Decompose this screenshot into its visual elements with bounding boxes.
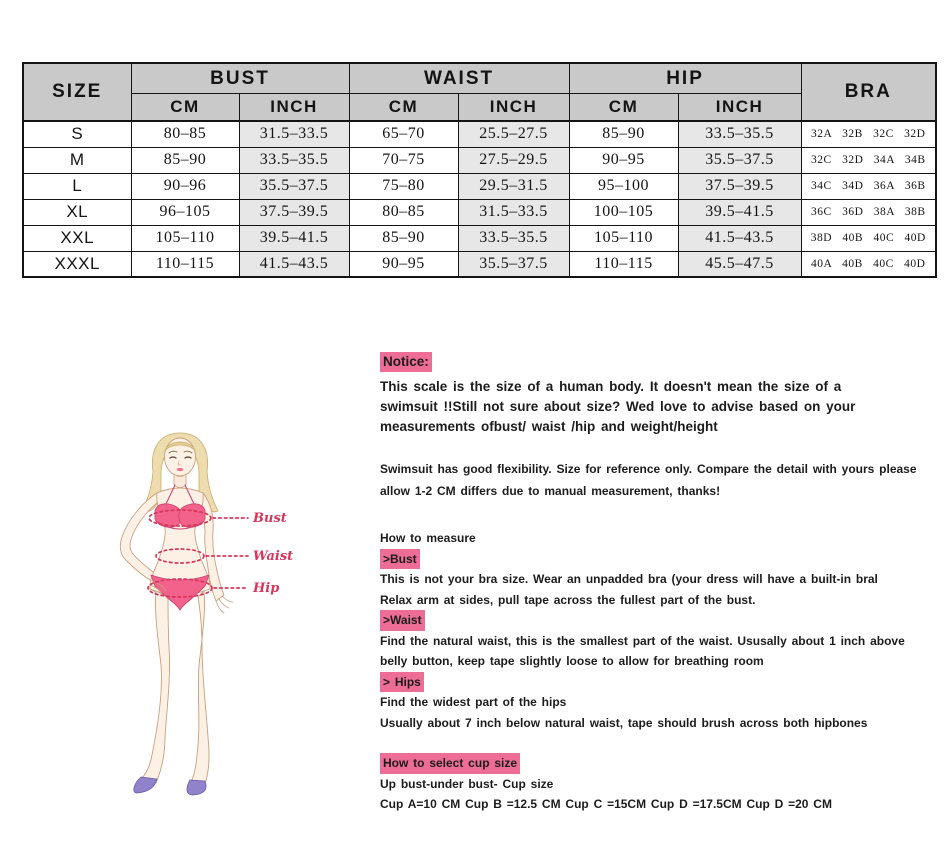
waist-cm-cell: 65–70	[349, 121, 458, 147]
bust-cm-cell: 105–110	[131, 225, 239, 251]
waist-instruction-line: belly button, keep tape slightly loose to allow for breathing room	[380, 654, 764, 668]
bra-cell: 34C 34D 36A 36B	[801, 173, 936, 199]
waist-cm-cell: 85–90	[349, 225, 458, 251]
table-row	[23, 225, 936, 251]
right-leg	[191, 591, 209, 784]
bust-instruction-line: Relax arm at sides, pull tape across the fullest part of the bust.	[380, 592, 756, 607]
bra-cell: 32C 32D 34A 34B	[801, 147, 936, 173]
bust-inch-cell: 39.5–41.5	[239, 225, 349, 251]
bust-cm-cell: 85–90	[131, 147, 239, 173]
waist-cm-cell: 80–85	[349, 199, 458, 225]
flexibility-line: Swimsuit has good flexibility. Size for reference only. Compare the detail with yours please	[380, 462, 917, 476]
hips-instruction-line: Find the widest part of the hips	[380, 695, 567, 709]
header-hip-inch: INCH	[678, 94, 801, 122]
header-waist-inch: INCH	[458, 94, 569, 122]
hips-instruction-line: Usually about 7 inch below natural waist, tape should brush across both hipbones	[380, 715, 868, 730]
woman-sketch-illustration	[100, 425, 340, 815]
hips-heading: > Hips	[380, 672, 932, 693]
bust-inch-cell: 37.5–39.5	[239, 199, 349, 225]
body-measurement-figure	[100, 425, 340, 815]
bra-cell: 38D 40B 40C 40D	[801, 225, 936, 251]
bust-heading: >Bust	[380, 549, 932, 570]
header-waist-cm: CM	[349, 94, 458, 122]
hip-cm-cell: 110–115	[569, 251, 678, 277]
table-row	[23, 121, 936, 147]
cup-size-line: Cup A=10 CM Cup B =12.5 CM Cup C =15CM Cup D =17.5CM Cup D =20 CM	[380, 797, 832, 811]
bust-cm-cell: 90–96	[131, 173, 239, 199]
size-table	[22, 62, 937, 278]
hip-inch-cell: 41.5–43.5	[678, 225, 801, 251]
bra-cell: 36C 36D 38A 38B	[801, 199, 936, 225]
waist-inch-cell: 33.5–35.5	[458, 225, 569, 251]
left-shoe	[134, 777, 157, 793]
bust-cm-cell: 80–85	[131, 121, 239, 147]
table-row	[23, 199, 936, 225]
hip-cm-cell: 85–90	[569, 121, 678, 147]
size-chart-section	[22, 62, 937, 278]
hip-cm-cell: 95–100	[569, 173, 678, 199]
size-cell: L	[23, 173, 131, 199]
how-to-measure-heading: How to measure	[380, 531, 476, 545]
size-cell: XXXL	[23, 251, 131, 277]
cup-size-line: Up bust-under bust- Cup size	[380, 776, 554, 791]
header-bust-inch: INCH	[239, 94, 349, 122]
bra-cell: 32A 32B 32C 32D	[801, 121, 936, 147]
header-hip-cm: CM	[569, 94, 678, 122]
notice-line: This scale is the size of a human body. It doesn't mean the size of a	[380, 379, 842, 394]
bust-inch-cell: 35.5–37.5	[239, 173, 349, 199]
header-hip: HIP	[569, 63, 801, 94]
header-bust-cm: CM	[131, 94, 239, 122]
flexibility-line: allow 1-2 CM differs due to manual measurement, thanks!	[380, 484, 721, 498]
hip-cm-cell: 90–95	[569, 147, 678, 173]
notice-line: measurements ofbust/ waist /hip and weight/height	[380, 419, 718, 434]
size-cell: S	[23, 121, 131, 147]
hip-inch-cell: 33.5–35.5	[678, 121, 801, 147]
header-bust: BUST	[131, 63, 349, 94]
waist-instruction-line: Find the natural waist, this is the smallest part of the waist. Ususally about 1 inch above	[380, 633, 905, 648]
bust-inch-cell: 41.5–43.5	[239, 251, 349, 277]
table-row	[23, 251, 936, 277]
hip-inch-cell: 35.5–37.5	[678, 147, 801, 173]
bust-inch-cell: 31.5–33.5	[239, 121, 349, 147]
size-cell: M	[23, 147, 131, 173]
cup-size-heading: How to select cup size	[380, 753, 932, 774]
bust-label: Bust	[253, 511, 287, 526]
hip-label: Hip	[253, 581, 280, 596]
waist-inch-cell: 27.5–29.5	[458, 147, 569, 173]
hip-cm-cell: 105–110	[569, 225, 678, 251]
waist-label: Waist	[253, 549, 294, 564]
left-leg	[141, 591, 170, 783]
notice-heading: Notice:	[380, 352, 932, 372]
waist-cm-cell: 75–80	[349, 173, 458, 199]
waist-inch-cell: 29.5–31.5	[458, 173, 569, 199]
table-row	[23, 147, 936, 173]
hip-inch-cell: 37.5–39.5	[678, 173, 801, 199]
waist-cm-cell: 70–75	[349, 147, 458, 173]
bust-instruction-line: This is not your bra size. Wear an unpadded bra (your dress will have a built-in bral	[380, 572, 878, 586]
waist-inch-cell: 31.5–33.5	[458, 199, 569, 225]
hip-inch-cell: 45.5–47.5	[678, 251, 801, 277]
right-shoe	[187, 780, 206, 795]
waist-heading: >Waist	[380, 610, 932, 631]
bust-cm-cell: 110–115	[131, 251, 239, 277]
hip-inch-cell: 39.5–41.5	[678, 199, 801, 225]
bust-cm-cell: 96–105	[131, 199, 239, 225]
size-cell: XXL	[23, 225, 131, 251]
waist-cm-cell: 90–95	[349, 251, 458, 277]
size-info-section	[380, 352, 932, 815]
notice-line: swimsuit !!Still not sure about size? Wed love to advise based on your	[380, 399, 856, 414]
size-cell: XL	[23, 199, 131, 225]
hip-cm-cell: 100–105	[569, 199, 678, 225]
header-waist: WAIST	[349, 63, 569, 94]
waist-inch-cell: 25.5–27.5	[458, 121, 569, 147]
header-bra: BRA	[801, 63, 936, 121]
waist-inch-cell: 35.5–37.5	[458, 251, 569, 277]
table-row	[23, 173, 936, 199]
header-size: SIZE	[23, 63, 131, 121]
bra-cell: 40A 40B 40C 40D	[801, 251, 936, 277]
bust-inch-cell: 33.5–35.5	[239, 147, 349, 173]
